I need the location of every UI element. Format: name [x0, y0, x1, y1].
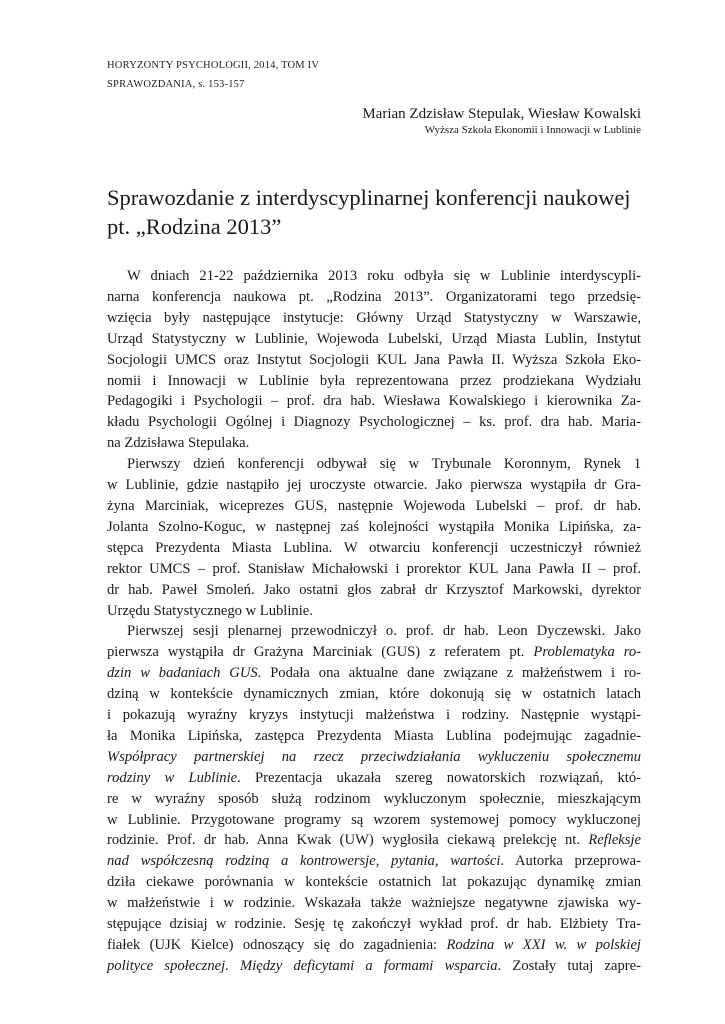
body-text-run: . Prezentacja ukazała szereg nowatorskich rozwiązań, któ-: [237, 769, 642, 786]
body-line: w Lublinie, gdzie nastąpiło jej uroczyste otwarcie. Jako pierwsza wystąpiła dr Gra-: [107, 477, 641, 494]
body-line: [107, 935, 641, 956]
section-header: SPRAWOZDANIA, s. 153-157: [107, 79, 245, 90]
body-text-run: . Zostały tutaj zapre-: [497, 957, 641, 974]
body-line: wzięcia były następujące instytucje: Główny Urząd Statystyczny w Warszawie,: [107, 309, 641, 326]
body-italic-run: dzin w badaniach GUS: [107, 665, 258, 682]
body-text-run: . Autorka przeprowa-: [500, 853, 641, 870]
body-line: [107, 768, 641, 789]
body-line: rektor UMCS – prof. Stanisław Michałowski i prorektor KUL Jana Pawła II – prof.: [107, 560, 641, 577]
body-italic-run: Rodzina w XXI w. w polskiej: [446, 937, 641, 953]
body-line: [107, 851, 641, 872]
body-italic-run: Refleksje: [588, 832, 641, 849]
body-italic-run: Problematyka ro-: [533, 644, 642, 661]
body-line: i pokazują wyraźny kryzys instytucji małżeństwa i rodziny. Następnie wystąpi-: [107, 707, 641, 724]
body-italic-run: rodziny w Lublinie: [107, 769, 238, 786]
body-line: na Zdzisława Stepulaka.: [107, 435, 250, 452]
body-line: Socjologii UMCS oraz Instytut Socjologii KUL Jana Pawła II. Wyższa Szkoła Eko-: [107, 351, 641, 368]
affiliation: Wyższa Szkoła Ekonomii i Innowacji w Lublinie: [424, 124, 641, 136]
body-italic-run: polityce społecznej. Między deficytami a formami wsparcia: [107, 957, 498, 974]
body-text-run: . Podała ona aktualne dane związane z małżeństwem i ro-: [257, 665, 641, 682]
authors: Marian Zdzisław Stepulak, Wiesław Kowalski: [362, 106, 641, 122]
body-line: Urzędu Statystycznego w Lublinie.: [107, 602, 313, 619]
title-line-2: pt. „Rodzina 2013”: [107, 214, 282, 239]
body-line: [107, 956, 641, 977]
journal-header: HORYZONTY PSYCHOLOGII, 2014, TOM IV: [107, 60, 320, 71]
body-line: stępca Prezydenta Miasta Lublina. W otwarciu konferencji uczestniczył również: [107, 539, 641, 556]
body-italic-run: nad współczesną rodziną a kontrowersje, pytania, wartości: [107, 853, 501, 870]
body-line: w Lublinie. Przygotowane programy są wzorem systemowej pomocy wykluczonej: [107, 811, 641, 828]
body-line: W dniach 21-22 października 2013 roku odbyła się w Lublinie interdyscypli-: [127, 268, 641, 284]
article-title: [107, 183, 647, 241]
body-line: narna konferencja naukowa pt. „Rodzina 2013”. Organizatorami tego przedsię-: [107, 288, 641, 305]
body-line: ła Monika Lipińska, zastępca Prezydenta Miasta Lublina podejmując zagadnie-: [107, 727, 641, 744]
body-line: Pierwszej sesji plenarnej przewodniczył o. prof. dr hab. Leon Dyczewski. Jako: [127, 623, 641, 640]
body-line: w małżeństwie i w rodzinie. Wskazała także ważniejsze negatywne zjawiska wy-: [107, 895, 641, 912]
body-line: [107, 830, 641, 851]
body-line: [107, 663, 641, 684]
body-line: Jolanta Szolno-Koguc, w następnej zaś kolejności wystąpiła Monika Lipińska, za-: [107, 518, 641, 535]
body-line: stępujące dzisiaj w rodzinie. Sesję tę zakończył wykład prof. dr hab. Elżbiety Tra-: [107, 916, 641, 933]
body-line: dr hab. Paweł Smoleń. Jako ostatni głos zabrał dr Krzysztof Markowski, dyrektor: [107, 581, 641, 598]
body-line: Pedagogiki i Psychologii – prof. dra hab. Wiesława Kowalskiego i kierownika Za-: [107, 393, 641, 410]
body-line: Współpracy partnerskiej na rzecz przeciwdziałania wykluczeniu społecznemu: [107, 748, 641, 765]
article-body: [107, 266, 641, 977]
body-line: Urząd Statystyczny w Lublinie, Wojewoda Lubelski, Urząd Miasta Lublin, Instytut: [107, 330, 641, 347]
body-text-run: rodzinie. Prof. dr hab. Anna Kwak (UW) wygłosiła ciekawą prelekcję nt.: [107, 832, 589, 849]
body-text-run: pierwsza wystąpiła dr Grażyna Marciniak (GUS) z referatem pt.: [107, 644, 534, 661]
body-line: żyna Marciniak, wiceprezes GUS, następnie Wojewoda Lubelski – prof. dr hab.: [107, 497, 641, 514]
body-line: dziną w kontekście dynamicznych zmian, które dokonują się w ostatnich latach: [107, 686, 641, 703]
body-line: Pierwszy dzień konferencji odbywał się w Trybunale Koronnym, Rynek 1: [127, 456, 641, 473]
body-line: re w wyraźny sposób służą rodzinom wykluczonym społecznie, mieszkającym: [107, 790, 641, 807]
title-line-1: Sprawozdanie z interdyscyplinarnej konferencji naukowej: [107, 185, 631, 210]
body-line: nomii i Innowacji w Lublinie była reprezentowana przez prodziekana Wydziału: [107, 372, 641, 389]
body-line: kładu Psychologii Ogólnej i Diagnozy Psychologicznej – ks. prof. dra hab. Maria-: [107, 414, 641, 431]
body-line: dziła ciekawe porównania w kontekście ostatnich lat pokazując dynamikę zmian: [107, 874, 641, 891]
body-text-run: fiałek (UJK Kielce) odnoszący się do zagadnienia:: [107, 937, 447, 953]
body-line: [107, 642, 641, 663]
